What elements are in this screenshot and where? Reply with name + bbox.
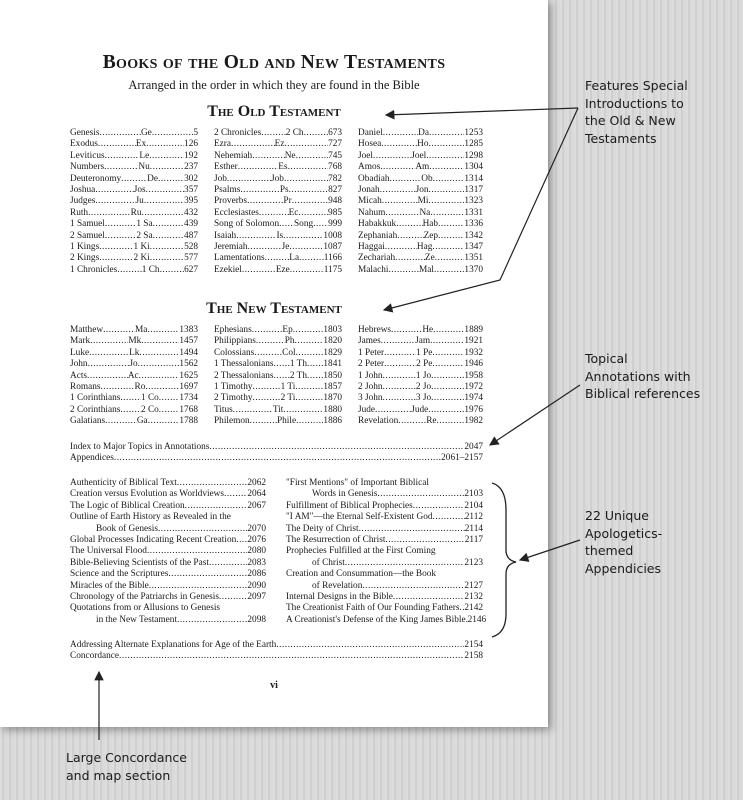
book-abbreviation: 1 Ch	[141, 264, 160, 275]
book-abbreviation: Am	[415, 162, 430, 173]
book-abbreviation: Na	[419, 207, 431, 218]
book-name: Ruth	[70, 207, 89, 218]
book-page: 487	[184, 230, 198, 241]
page-title: Books of the Old and New Testaments	[102, 52, 446, 73]
book-name: John	[70, 359, 88, 370]
book-abbreviation: 3 Jo	[415, 393, 432, 404]
book-abbreviation: Jo	[129, 359, 138, 370]
old-testament-heading: The Old Testament	[207, 103, 341, 120]
book-name: Ecclesiastes	[214, 207, 259, 218]
book-name: Esther	[214, 162, 238, 173]
book-name: 1 Corinthians	[70, 393, 121, 404]
book-abbreviation: Ne	[284, 150, 296, 161]
appendix-title: Book of Genesis	[96, 523, 158, 534]
book-name: Romans	[70, 381, 101, 392]
book-name: Daniel	[358, 128, 383, 138]
book-name: Exodus	[70, 139, 98, 150]
book-abbreviation: Zep	[423, 230, 439, 241]
book-abbreviation: 2 Ki	[133, 253, 150, 264]
appendix-title: The Resurrection of Christ	[286, 534, 386, 545]
book-name: 2 John	[358, 381, 383, 392]
book-page: 395	[184, 196, 199, 207]
book-abbreviation: Ex	[135, 139, 147, 150]
book-page: 357	[184, 184, 198, 195]
page-number: vi	[270, 680, 278, 691]
book-name: Jude	[358, 404, 376, 415]
book-page: 1932	[464, 347, 484, 358]
book-abbreviation: Je	[281, 241, 290, 252]
book-name: Mark	[70, 336, 91, 347]
book-name: 1 Chronicles	[70, 264, 118, 275]
book-page: 1803	[323, 325, 342, 335]
appendix-title: of Christ	[312, 557, 345, 568]
book-name: 2 Corinthians	[70, 404, 121, 415]
appendix-title: Miracles of the Bible	[70, 580, 149, 591]
appendix-title: A Creationist's Defense of the King James Bible	[286, 614, 466, 625]
book-page: 1841	[323, 359, 342, 370]
book-name: Revelation	[358, 416, 399, 427]
book-name: Ephesians	[214, 325, 252, 335]
annotation-line: Features Special	[585, 78, 688, 93]
book-name: Colossians	[214, 347, 255, 358]
appendix-title: Science and the Scriptures	[70, 569, 169, 580]
book-page: 1298	[464, 150, 483, 161]
book-abbreviation: 2 Ch	[285, 128, 304, 138]
book-abbreviation: Tit	[272, 404, 284, 415]
book-abbreviation: Ec	[288, 207, 299, 218]
book-name: Hosea	[358, 139, 382, 150]
appendix-title: Global Processes Indicating Recent Creation	[70, 534, 237, 545]
book-name: Philemon	[214, 416, 250, 427]
book-abbreviation: Jam	[415, 336, 431, 347]
annotation-line: Topical	[585, 351, 628, 366]
appendix-page: 2142	[464, 603, 483, 614]
appendix-title: Fulfillment of Biblical Prophecies	[286, 500, 413, 511]
book-name: Joel	[358, 150, 373, 161]
book-name: Isaiah	[214, 230, 237, 241]
book-abbreviation: He	[422, 325, 434, 335]
book-name: Lamentations	[214, 253, 265, 264]
book-page: 673	[328, 128, 343, 138]
book-name: Deuteronomy	[70, 173, 122, 184]
book-name: Micah	[358, 196, 382, 207]
book-name: Zephaniah	[358, 230, 398, 241]
arrow-to-index	[490, 385, 580, 445]
appendix-page: 2067	[247, 500, 266, 511]
appendix-title: The Deity of Christ	[286, 523, 359, 534]
book-abbreviation: Ze	[424, 253, 435, 264]
appendix-page: 2098	[247, 614, 266, 625]
book-abbreviation: Nu	[138, 162, 150, 173]
book-page: 1323	[464, 196, 483, 207]
annotation-line: Biblical references	[585, 386, 701, 401]
appendix-title: "First Mentions" of Important Biblical	[286, 478, 429, 488]
book-abbreviation: 1 Pe	[416, 347, 433, 358]
annotation-line: Apologetics-	[585, 525, 663, 541]
book-page: 1285	[464, 139, 484, 150]
appendix-title: Authenticity of Biblical Text	[70, 478, 177, 488]
book-name: Joshua	[70, 184, 96, 195]
book-page: 768	[328, 162, 342, 173]
annotation-line: 22 Unique	[585, 508, 649, 523]
book-abbreviation: Ph	[284, 336, 295, 347]
appendix-page: 2062	[247, 478, 266, 488]
book-name: 2 Peter	[358, 359, 385, 370]
book-name: Habakkuk	[358, 219, 397, 230]
book-name: Zechariah	[358, 253, 396, 264]
appendix-title: The Logic of Biblical Creation	[70, 500, 185, 511]
appendix-page: 2080	[247, 546, 266, 557]
appendix-page: 2103	[464, 489, 483, 500]
book-abbreviation: 1 Ki	[133, 241, 150, 252]
appendix-title: Words in Genesis	[312, 489, 378, 500]
book-page: 1697	[179, 381, 198, 392]
annotation-line: Appendicies	[585, 560, 661, 576]
book-page: 1317	[464, 184, 483, 195]
book-name: 3 John	[358, 393, 383, 404]
book-abbreviation: Pr	[283, 196, 292, 207]
book-page: 1342	[464, 230, 483, 241]
book-page: 745	[328, 150, 343, 161]
book-abbreviation: 1 Th	[289, 359, 308, 370]
book-abbreviation: 1 Sa	[136, 219, 153, 230]
book-page: 1974	[464, 393, 484, 404]
book-name: Judges	[70, 196, 96, 207]
book-page: 1351	[464, 253, 484, 264]
appendix-page: 2076	[247, 534, 266, 545]
book-page: 1383	[179, 325, 198, 335]
book-page: 1886	[323, 416, 343, 427]
appendix-page: 2104	[464, 500, 483, 511]
book-page: 1347	[464, 241, 484, 252]
book-abbreviation: Ep	[282, 325, 293, 335]
book-abbreviation: 2 Sa	[136, 230, 153, 241]
toc-label: Concordance	[70, 651, 120, 662]
book-name: Nehemiah	[214, 150, 253, 161]
book-page: 1820	[323, 336, 343, 347]
appendix-title: Creation and Consummation—the Book	[286, 569, 437, 580]
book-page: 1829	[323, 347, 343, 358]
book-page: 627	[184, 264, 199, 275]
book-name: Haggai	[358, 241, 385, 252]
book-page: 948	[328, 196, 343, 207]
book-page: 1734	[179, 393, 198, 404]
book-abbreviation: Ez	[274, 139, 285, 150]
annotation-line: Introductions to	[585, 95, 684, 111]
book-abbreviation: La	[289, 253, 300, 264]
book-page: 432	[184, 207, 198, 218]
book-page: 5	[193, 128, 198, 138]
book-page: 1457	[179, 336, 198, 347]
book-page: 827	[328, 184, 343, 195]
appendix-title: in the New Testament	[96, 614, 178, 625]
book-name: Ezra	[214, 139, 232, 150]
book-abbreviation: Joel	[411, 150, 427, 161]
appendix-title: Bible-Believing Scientists of the Past	[70, 557, 209, 568]
book-abbreviation: Song	[294, 219, 314, 230]
book-abbreviation: De	[147, 173, 159, 184]
book-abbreviation: Ju	[135, 196, 144, 207]
book-page: 439	[184, 219, 198, 230]
book-name: Malachi	[358, 264, 389, 275]
book-name: Obadiah	[358, 173, 390, 184]
appendix-page: 2127	[464, 580, 483, 591]
toc-page: 2154	[464, 640, 483, 650]
book-abbreviation: Mal	[418, 264, 434, 275]
annotation-line: and map section	[66, 767, 171, 783]
book-abbreviation: Ps	[279, 184, 289, 195]
book-page: 1921	[464, 336, 483, 347]
book-page: 1087	[323, 241, 342, 252]
book-page: 126	[184, 139, 198, 150]
book-abbreviation: 1 Jo	[415, 370, 432, 381]
annotation-line: themed	[585, 543, 634, 558]
book-abbreviation: Ma	[135, 325, 148, 335]
appendix-page: 2097	[247, 591, 266, 602]
book-page: 192	[184, 150, 198, 161]
book-abbreviation: Ga	[136, 416, 148, 427]
book-page: 1253	[464, 128, 483, 138]
book-page: 237	[184, 162, 199, 173]
appendix-page: 2132	[464, 591, 483, 602]
book-abbreviation: Ro	[134, 381, 146, 392]
book-abbreviation: Hab	[422, 219, 439, 230]
book-abbreviation: Lk	[129, 347, 140, 358]
book-name: 1 Kings	[70, 241, 100, 252]
book-page: 782	[328, 173, 343, 184]
appendix-title: Prophecies Fulfilled at the First Coming	[286, 546, 436, 557]
book-name: 1 Thessalonians	[214, 359, 274, 370]
toc-page: 2047	[464, 442, 483, 452]
book-abbreviation: Mk	[128, 336, 142, 347]
new-testament-heading: The New Testament	[206, 300, 342, 317]
book-abbreviation: Col	[282, 347, 296, 358]
book-page: 1314	[464, 173, 483, 184]
book-name: Nahum	[358, 207, 386, 218]
appendix-title: The Creationist Faith of Our Founding Fathers	[286, 603, 460, 614]
annotation-line: the Old & New	[585, 113, 676, 128]
book-page: 1562	[179, 359, 199, 370]
appendix-page: 2086	[247, 569, 266, 580]
book-name: 2 Samuel	[70, 230, 105, 241]
book-abbreviation: Es	[278, 162, 288, 173]
appendix-title: "I AM"—the Eternal Self-Existent God	[286, 512, 433, 523]
appendix-title: of Revelation	[312, 580, 363, 591]
annotation-line: Large Concordance	[66, 750, 187, 765]
book-name: 1 Samuel	[70, 219, 105, 230]
appendix-title: Chronology of the Patriarchs in Genesis	[70, 591, 219, 602]
appendix-page: 2146	[467, 614, 487, 625]
book-page: 1331	[464, 207, 483, 218]
book-name: Psalms	[214, 184, 241, 195]
book-name: 2 Kings	[70, 253, 100, 264]
book-name: 1 Timothy	[214, 381, 253, 392]
book-name: Luke	[70, 347, 90, 358]
book-abbreviation: Jos	[133, 184, 146, 195]
book-name: Galatians	[70, 416, 106, 427]
book-name: 2 Chronicles	[214, 128, 262, 138]
book-name: Jonah	[358, 184, 380, 195]
book-abbreviation: Ru	[130, 207, 142, 218]
book-page: 1857	[323, 381, 342, 392]
book-name: Leviticus	[70, 150, 105, 161]
appendix-page: 2064	[247, 489, 266, 500]
book-name: Acts	[70, 370, 88, 381]
book-abbreviation: Ge	[140, 128, 152, 138]
book-page: 1494	[179, 347, 198, 358]
book-page: 1972	[464, 381, 484, 392]
toc-page: 2158	[464, 651, 483, 662]
book-abbreviation: Is	[276, 230, 284, 241]
annotation-line: Testaments	[585, 130, 657, 146]
book-abbreviation: Ho	[417, 139, 429, 150]
book-page: 1982	[464, 416, 484, 427]
page-subtitle: Arranged in the order in which they are found in the Bible	[128, 78, 420, 92]
appendix-page: 2090	[247, 580, 266, 591]
appendix-page: 2117	[464, 534, 483, 545]
book-abbreviation: 2 Pe	[416, 359, 433, 370]
appendix-page: 2123	[464, 557, 483, 568]
book-abbreviation: Ac	[127, 370, 139, 381]
book-abbreviation: Jude	[411, 404, 429, 415]
book-abbreviation: Hag	[416, 241, 433, 252]
book-abbreviation: Re	[426, 416, 437, 427]
book-name: James	[358, 336, 381, 347]
book-page: 999	[328, 219, 343, 230]
book-page: 1625	[179, 370, 199, 381]
book-name: Ezekiel	[214, 264, 242, 275]
book-name: Job	[214, 173, 227, 184]
book-abbreviation: Eze	[275, 264, 290, 275]
book-page: 1304	[464, 162, 484, 173]
book-name: Amos	[358, 162, 381, 173]
book-name: Numbers	[70, 162, 105, 173]
book-name: Hebrews	[358, 325, 392, 335]
book-page: 1008	[323, 230, 343, 241]
book-abbreviation: Da	[418, 128, 430, 138]
appendix-title: Outline of Earth History as Revealed in the	[70, 512, 231, 523]
book-page: 1946	[464, 359, 484, 370]
toc-label: Appendices	[70, 453, 114, 464]
appendix-title: Creation versus Evolution as Worldviews	[70, 489, 225, 500]
book-abbreviation: Ob	[421, 173, 433, 184]
book-abbreviation: Le	[139, 150, 150, 161]
book-page: 1166	[323, 253, 343, 264]
book-name: Song of Solomon	[214, 219, 280, 230]
book-page: 528	[184, 241, 199, 252]
arrow-to-new-testament	[384, 108, 578, 310]
book-abbreviation: 2 Co	[140, 404, 159, 415]
book-name: Genesis	[70, 128, 100, 138]
book-page: 1850	[323, 370, 342, 381]
book-name: Jeremiah	[214, 241, 248, 252]
book-page: 1976	[464, 404, 483, 415]
appendix-page: 2112	[464, 512, 483, 523]
book-page: 1768	[179, 404, 198, 415]
book-abbreviation: 2 Jo	[415, 381, 432, 392]
book-name: 2 Timothy	[214, 393, 253, 404]
book-abbreviation: 1 Ti	[280, 381, 296, 392]
annotation-line: Annotations with	[585, 368, 691, 384]
book-page: 577	[184, 253, 199, 264]
appendix-title: Internal Designs in the Bible	[286, 591, 393, 602]
book-page: 1370	[464, 264, 484, 275]
book-page: 1958	[464, 370, 484, 381]
arrow-to-old-testament	[386, 108, 578, 115]
brace-icon	[492, 483, 516, 637]
book-name: 1 Peter	[358, 347, 385, 358]
book-name: Philippians	[214, 336, 256, 347]
book-page: 1336	[464, 219, 483, 230]
appendix-page: 2083	[247, 557, 266, 568]
book-abbreviation: 2 Ti	[280, 393, 296, 404]
book-name: 1 John	[358, 370, 383, 381]
book-page: 302	[184, 173, 199, 184]
book-name: 2 Thessalonians	[214, 370, 274, 381]
book-name: Proverbs	[214, 196, 248, 207]
book-abbreviation: 2 Th	[289, 370, 308, 381]
book-abbreviation: Job	[271, 173, 284, 184]
book-page: 1788	[179, 416, 199, 427]
book-page: 727	[328, 139, 343, 150]
book-page: 1889	[464, 325, 484, 335]
book-name: Matthew	[70, 325, 104, 335]
appendix-title: Quotations from or Allusions to Genesis	[70, 603, 221, 614]
appendix-page: 2114	[464, 523, 483, 534]
book-name: Titus	[214, 404, 233, 415]
toc-label: Index to Major Topics in Annotations	[70, 442, 210, 452]
book-page: 1880	[323, 404, 343, 415]
book-page: 985	[328, 207, 342, 218]
book-page: 1175	[323, 264, 342, 275]
book-page: 1870	[323, 393, 342, 404]
book-abbreviation: Mi	[417, 196, 429, 207]
arrow-to-brace	[520, 540, 580, 560]
appendix-page: 2070	[247, 523, 266, 534]
toc-label: Addressing Alternate Explanations for Age of the Earth	[70, 640, 277, 650]
appendix-title: The Universal Flood	[70, 546, 147, 557]
book-abbreviation: 1 Co	[140, 393, 159, 404]
toc-page: 2061–2157	[441, 453, 483, 464]
book-abbreviation: Phile	[276, 416, 297, 427]
book-abbreviation: Jon	[415, 184, 429, 195]
